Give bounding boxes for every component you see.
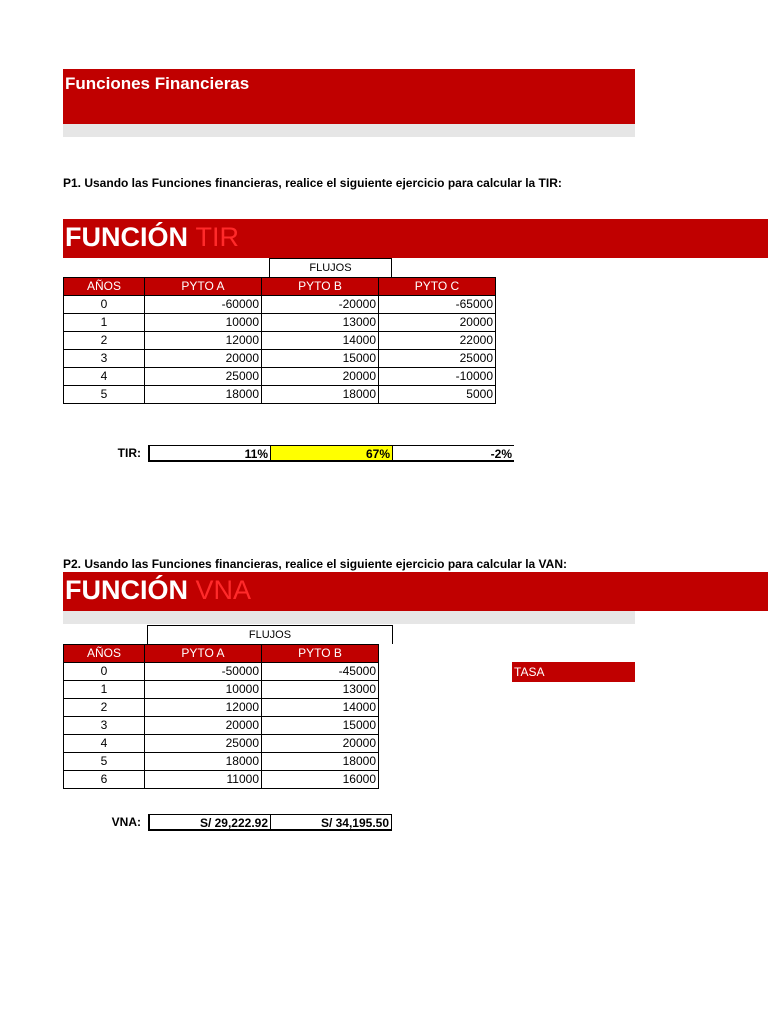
table-cell[interactable]: 5000: [379, 386, 496, 404]
table-row: [64, 314, 496, 332]
table-cell[interactable]: 3: [64, 717, 145, 735]
vna-result-a[interactable]: S/ 29,222.92: [148, 814, 270, 831]
table-cell[interactable]: 3: [64, 350, 145, 368]
table-cell[interactable]: 12000: [145, 699, 262, 717]
table-row: [64, 699, 379, 717]
vna-header-row: [64, 645, 379, 663]
tir-banner-func: TIR: [195, 222, 240, 252]
tir-flujos-header: FLUJOS: [269, 258, 392, 277]
tasa-cell[interactable]: TASA: [512, 662, 635, 682]
title-gray-strip: [63, 124, 635, 137]
main-title-banner: [63, 69, 635, 124]
table-row: [64, 663, 379, 681]
tir-result-a[interactable]: 11%: [148, 445, 270, 462]
col-header: PYTO B: [262, 645, 379, 663]
table-cell[interactable]: 20000: [262, 735, 379, 753]
tir-section-banner: [63, 219, 768, 258]
table-cell[interactable]: 11000: [145, 771, 262, 789]
tir-result-b[interactable]: 67%: [270, 445, 392, 462]
table-cell[interactable]: 1: [64, 681, 145, 699]
table-cell[interactable]: 15000: [262, 350, 379, 368]
vna-banner-func: VNA: [195, 575, 252, 605]
col-header: PYTO A: [145, 278, 262, 296]
table-cell[interactable]: 15000: [262, 717, 379, 735]
col-header: PYTO A: [145, 645, 262, 663]
col-header: AÑOS: [64, 645, 145, 663]
table-cell[interactable]: -10000: [379, 368, 496, 386]
table-cell[interactable]: 13000: [262, 314, 379, 332]
table-cell[interactable]: 14000: [262, 699, 379, 717]
table-cell[interactable]: 13000: [262, 681, 379, 699]
table-cell[interactable]: 20000: [145, 350, 262, 368]
table-cell[interactable]: 25000: [379, 350, 496, 368]
table-cell[interactable]: -60000: [145, 296, 262, 314]
vna-table: [63, 644, 379, 789]
table-cell[interactable]: 10000: [145, 681, 262, 699]
table-cell[interactable]: -65000: [379, 296, 496, 314]
table-cell[interactable]: 18000: [145, 753, 262, 771]
table-row: [64, 735, 379, 753]
table-row: [64, 332, 496, 350]
vna-gray-strip: [63, 611, 635, 624]
col-header: PYTO C: [379, 278, 496, 296]
table-row: [64, 368, 496, 386]
tir-banner-word: FUNCIÓN: [65, 222, 188, 252]
table-cell[interactable]: 22000: [379, 332, 496, 350]
table-cell[interactable]: 20000: [145, 717, 262, 735]
table-cell[interactable]: 25000: [145, 368, 262, 386]
tir-header-row: [64, 278, 496, 296]
table-cell[interactable]: 2: [64, 699, 145, 717]
main-title: Funciones Financieras: [65, 74, 250, 93]
table-cell[interactable]: -50000: [145, 663, 262, 681]
table-cell[interactable]: 6: [64, 771, 145, 789]
table-row: [64, 753, 379, 771]
table-cell[interactable]: 10000: [145, 314, 262, 332]
table-cell[interactable]: 25000: [145, 735, 262, 753]
table-row: [64, 681, 379, 699]
col-header: AÑOS: [64, 278, 145, 296]
table-cell[interactable]: 18000: [145, 386, 262, 404]
table-row: [64, 296, 496, 314]
table-cell[interactable]: 0: [64, 296, 145, 314]
table-row: [64, 771, 379, 789]
tir-result-label: TIR:: [117, 446, 141, 460]
table-cell[interactable]: 4: [64, 735, 145, 753]
table-row: [64, 386, 496, 404]
vna-section-banner: [63, 572, 768, 611]
tir-table: [63, 277, 496, 404]
vna-result-label: VNA:: [111, 815, 141, 829]
table-cell[interactable]: 4: [64, 368, 145, 386]
vna-result-b[interactable]: S/ 34,195.50: [270, 814, 392, 831]
p2-question: P2. Usando las Funciones financieras, realice el siguiente ejercicio para calcular la VAN:: [63, 557, 567, 571]
table-cell[interactable]: 12000: [145, 332, 262, 350]
vna-flujos-header: FLUJOS: [147, 625, 393, 644]
table-cell[interactable]: 14000: [262, 332, 379, 350]
table-cell[interactable]: 18000: [262, 753, 379, 771]
table-cell[interactable]: 5: [64, 753, 145, 771]
p1-question: P1. Usando las Funciones financieras, realice el siguiente ejercicio para calcular la TIR:: [63, 176, 562, 190]
table-cell[interactable]: -45000: [262, 663, 379, 681]
table-row: [64, 350, 496, 368]
table-row: [64, 717, 379, 735]
table-cell[interactable]: 16000: [262, 771, 379, 789]
table-cell[interactable]: 2: [64, 332, 145, 350]
tir-result-c[interactable]: -2%: [392, 445, 514, 462]
table-cell[interactable]: 20000: [379, 314, 496, 332]
table-cell[interactable]: 0: [64, 663, 145, 681]
col-header: PYTO B: [262, 278, 379, 296]
table-cell[interactable]: 5: [64, 386, 145, 404]
vna-banner-word: FUNCIÓN: [65, 575, 188, 605]
table-cell[interactable]: 18000: [262, 386, 379, 404]
table-cell[interactable]: 1: [64, 314, 145, 332]
table-cell[interactable]: 20000: [262, 368, 379, 386]
table-cell[interactable]: -20000: [262, 296, 379, 314]
